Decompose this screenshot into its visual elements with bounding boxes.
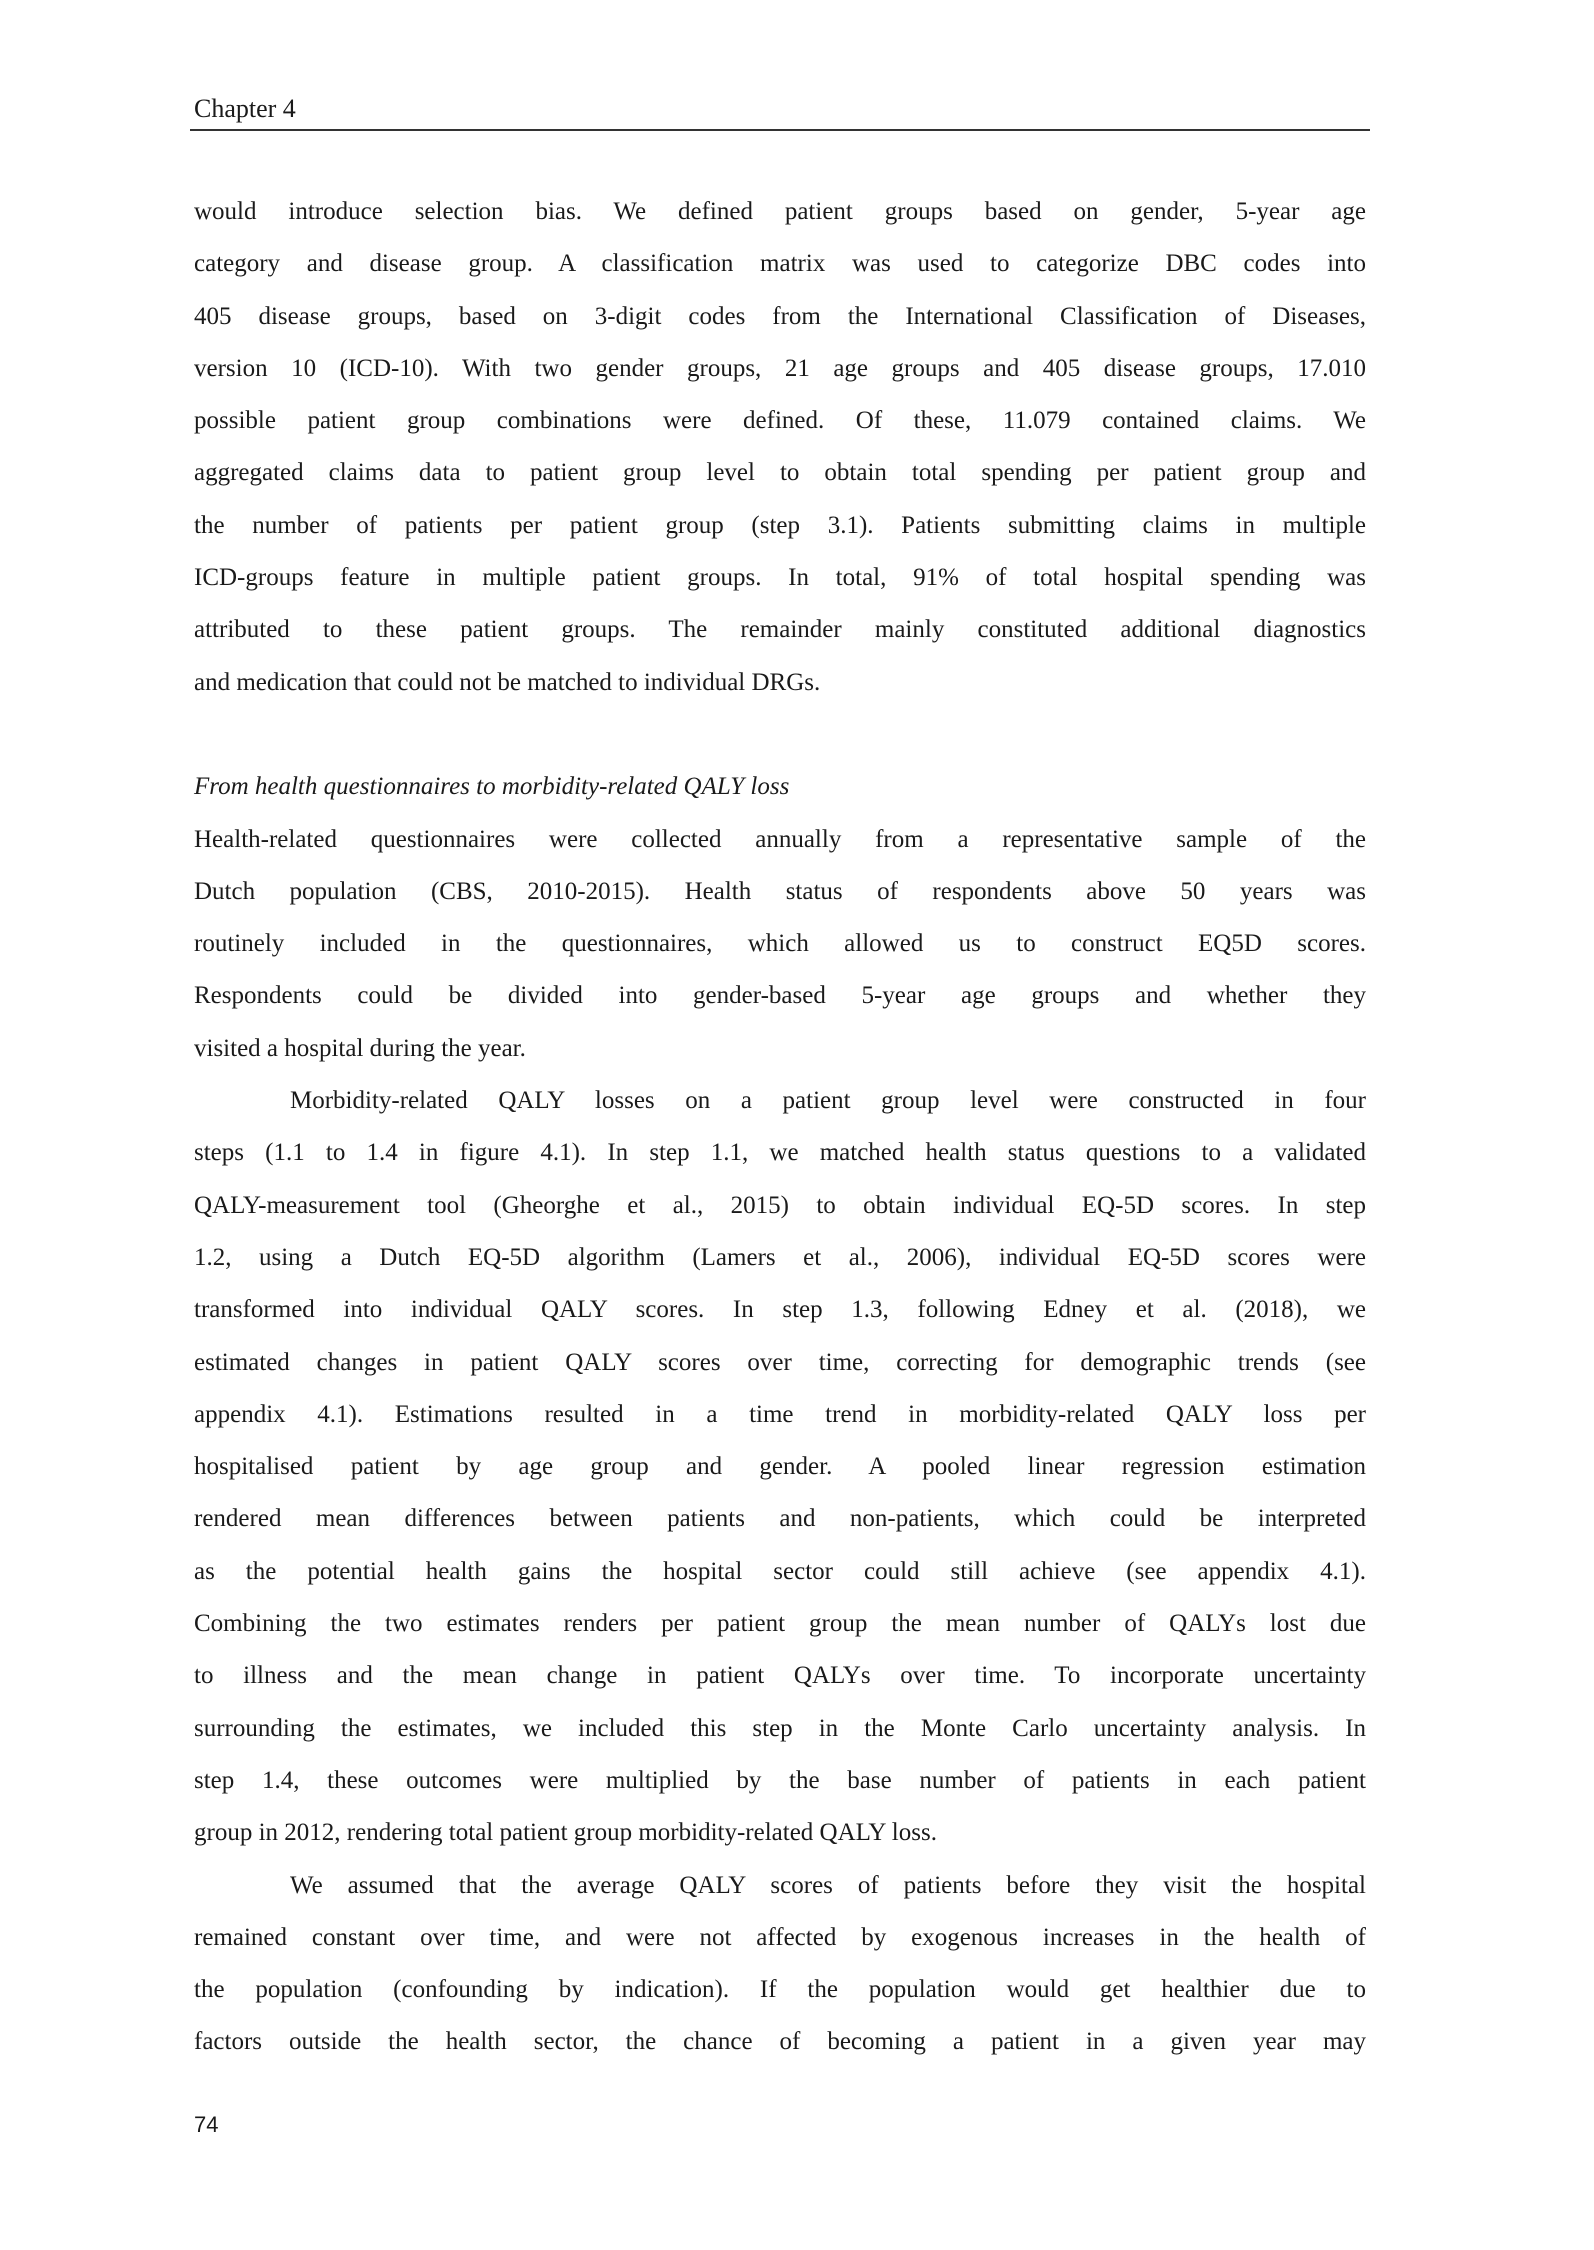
text-line: Respondents could be divided into gender-based 5-year age groups and whether they (194, 982, 1366, 1010)
text-line: hospitalised patient by age group and gender. A pooled linear regression estimation (194, 1453, 1366, 1481)
paragraph (194, 1075, 1366, 1859)
text-line: the population (confounding by indication). If the population would get healthier due to (194, 1976, 1366, 2004)
text-line: surrounding the estimates, we included this step in the Monte Carlo uncertainty analysis. In (194, 1714, 1366, 1742)
text-line: aggregated claims data to patient group level to obtain total spending per patient group and (194, 459, 1366, 487)
page-body (194, 186, 1366, 2069)
text-line: estimated changes in patient QALY scores over time, correcting for demographic trends (see (194, 1348, 1366, 1376)
text-line: appendix 4.1). Estimations resulted in a time trend in morbidity-related QALY loss per (194, 1400, 1366, 1428)
text-line: to illness and the mean change in patient QALYs over time. To incorporate uncertainty (194, 1662, 1366, 1690)
text-line: Morbidity-related QALY losses on a patient group level were constructed in four (290, 1087, 1366, 1115)
text-line: steps (1.1 to 1.4 in figure 4.1). In step 1.1, we matched health status questions to a validated (194, 1139, 1366, 1167)
paragraph-1 (194, 186, 1366, 709)
text-line: rendered mean differences between patients and non-patients, which could be interpreted (194, 1505, 1366, 1533)
section-paragraphs (194, 814, 1366, 2069)
paragraph (194, 814, 1366, 1075)
text-line: would introduce selection bias. We defined patient groups based on gender, 5-year age (194, 198, 1366, 225)
text-line: visited a hospital during the year. (194, 1034, 526, 1062)
text-line: remained constant over time, and were not affected by exogenous increases in the health of (194, 1923, 1366, 1951)
text-line: group in 2012, rendering total patient group morbidity-related QALY loss. (194, 1819, 937, 1847)
text-line: routinely included in the questionnaires, which allowed us to construct EQ5D scores. (194, 930, 1366, 958)
text-line: attributed to these patient groups. The remainder mainly constituted additional diagnostics (194, 616, 1366, 644)
text-line: step 1.4, these outcomes were multiplied by the base number of patients in each patient (194, 1766, 1366, 1794)
text-line: transformed into individual QALY scores. In step 1.3, following Edney et al. (2018), we (194, 1296, 1366, 1324)
text-line: the number of patients per patient group (step 3.1). Patients submitting claims in multiple (194, 511, 1366, 539)
text-line: version 10 (ICD-10). With two gender groups, 21 age groups and 405 disease groups, 17.010 (194, 354, 1366, 382)
text-line: as the potential health gains the hospital sector could still achieve (see appendix 4.1). (194, 1557, 1366, 1585)
header-rule (190, 129, 1370, 131)
text-line: Combining the two estimates renders per patient group the mean number of QALYs lost due (194, 1610, 1366, 1638)
text-line: possible patient group combinations were defined. Of these, 11.079 contained claims. We (194, 407, 1366, 435)
text-line: Dutch population (CBS, 2010-2015). Health status of respondents above 50 years was (194, 877, 1366, 905)
page-number: 74 (194, 2112, 219, 2137)
text-line: ICD-groups feature in multiple patient groups. In total, 91% of total hospital spending was (194, 564, 1366, 592)
paragraph (194, 1860, 1366, 2069)
text-line: 405 disease groups, based on 3-digit codes from the International Classification of Diseases, (194, 302, 1366, 330)
section-heading: From health questionnaires to morbidity-related QALY loss (194, 773, 790, 801)
text-line: factors outside the health sector, the chance of becoming a patient in a given year may (194, 2028, 1366, 2056)
text-line: and medication that could not be matched to individual DRGs. (194, 668, 821, 696)
text-line: 1.2, using a Dutch EQ-5D algorithm (Lamers et al., 2006), individual EQ-5D scores were (194, 1243, 1366, 1271)
text-line: QALY-measurement tool (Gheorghe et al., 2015) to obtain individual EQ-5D scores. In step (194, 1191, 1366, 1219)
text-line: Health-related questionnaires were collected annually from a representative sample of the (194, 825, 1366, 853)
text-line: category and disease group. A classification matrix was used to categorize DBC codes into (194, 250, 1366, 278)
running-header-chapter: Chapter 4 (194, 94, 296, 123)
text-line: We assumed that the average QALY scores of patients before they visit the hospital (290, 1871, 1366, 1899)
